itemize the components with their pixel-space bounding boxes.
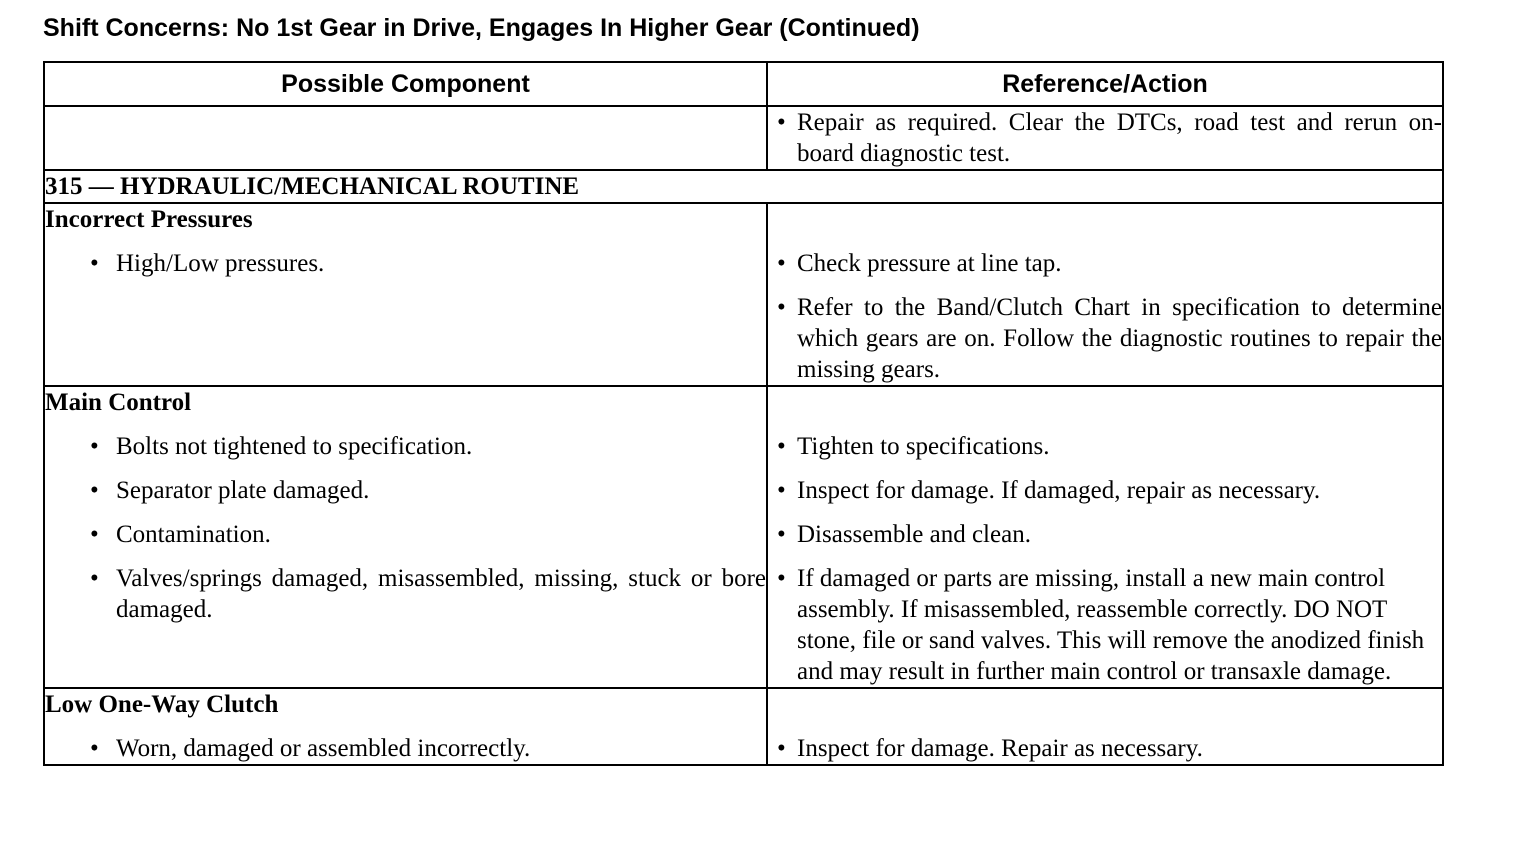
component-item: • Contamination. (90, 519, 766, 550)
table-row (44, 106, 1443, 170)
component-item: • High/Low pressures. (90, 248, 766, 279)
table-header-row (44, 62, 1443, 106)
action-item: • If damaged or parts are missing, install a new main control assembly. If misassembled, reassemble correctly. DO NOT stone, file or sand valves. This will remove the anodized finish and may result in further main control or transaxle damage. (768, 563, 1442, 687)
component-item: • Separator plate damaged. (90, 475, 766, 506)
action-cell (767, 386, 1443, 688)
action-item: • Inspect for damage. Repair as necessary. (768, 733, 1442, 764)
action-cell (767, 203, 1443, 386)
column-header-component: Possible Component (44, 62, 767, 106)
action-item: • Disassemble and clean. (768, 519, 1442, 550)
table-row (44, 203, 1443, 386)
action-item: • Check pressure at line tap. (768, 248, 1442, 279)
component-item: • Bolts not tightened to specification. (90, 431, 766, 462)
component-item: • Worn, damaged or assembled incorrectly. (90, 733, 766, 764)
section-header: 315 — HYDRAULIC/MECHANICAL ROUTINE (44, 170, 1443, 203)
action-item: • Tighten to specifications. (768, 431, 1442, 462)
component-cell (44, 688, 767, 765)
component-item: • Valves/springs damaged, misassembled, missing, stuck or bore damaged. (90, 563, 766, 625)
action-item: • Inspect for damage. If damaged, repair as necessary. (768, 475, 1442, 506)
column-header-action: Reference/Action (767, 62, 1443, 106)
section-header-row (44, 170, 1443, 203)
category-title: Main Control (45, 389, 192, 416)
action-cell (767, 688, 1443, 765)
component-cell (44, 106, 767, 170)
category-title: Incorrect Pressures (45, 206, 253, 233)
page-title: Shift Concerns: No 1st Gear in Drive, Engages In Higher Gear (Continued) (43, 14, 920, 42)
table-row (44, 688, 1443, 765)
component-cell (44, 386, 767, 688)
action-item: • Refer to the Band/Clutch Chart in specification to determine which gears are on. Follow the diagnostic routines to repair the missing gears. (768, 292, 1442, 385)
diagnostic-table (43, 61, 1444, 766)
component-cell (44, 203, 767, 386)
action-item: • Repair as required. Clear the DTCs, road test and rerun on-board diagnostic test. (768, 107, 1442, 169)
table-row (44, 386, 1443, 688)
action-cell (767, 106, 1443, 170)
category-title: Low One-Way Clutch (45, 691, 279, 718)
